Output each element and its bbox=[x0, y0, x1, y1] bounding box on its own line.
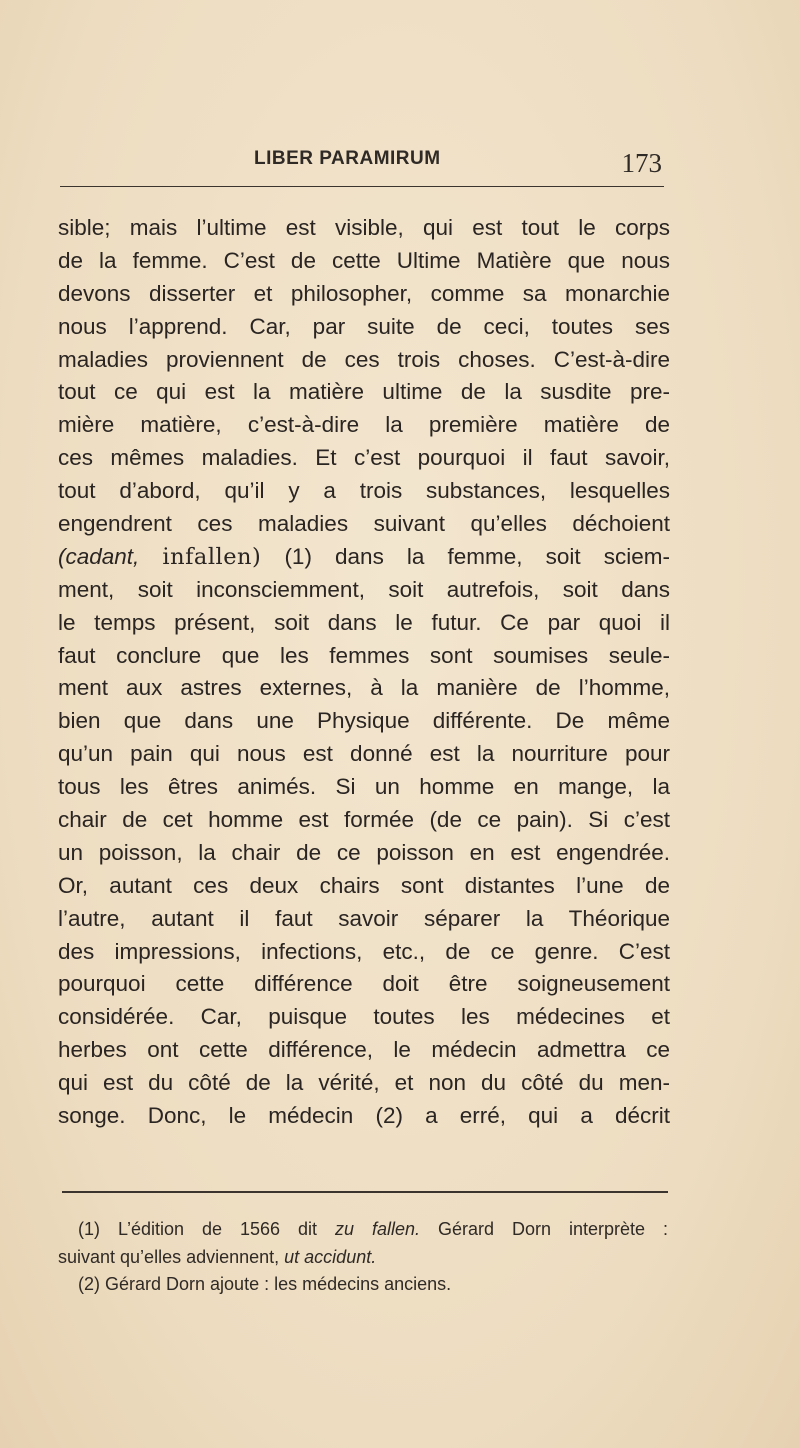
body-line: mière matière, c’est-à-dire la première matière de bbox=[58, 412, 670, 438]
body-line: l’autre, autant il faut savoir séparer la Théorique bbox=[58, 905, 670, 931]
footnote-1-text-rest: Gérard Dorn interprète : bbox=[420, 1219, 669, 1239]
header-rule bbox=[60, 186, 664, 187]
latin-term: (cadant, bbox=[58, 543, 140, 569]
footnote-1-continuation bbox=[58, 1244, 668, 1272]
page-header bbox=[58, 148, 666, 188]
body-line: tout d’abord, qu’il y a trois substances, lesquelles bbox=[58, 478, 670, 504]
body-line: chair de cet homme est formée (de ce pain). Si c’est bbox=[58, 807, 670, 833]
body-line: nous l’apprend. Car, par suite de ceci, toutes ses bbox=[58, 313, 670, 339]
body-line: ces mêmes maladies. Et c’est pourquoi il faut savoir, bbox=[58, 445, 670, 471]
page-number: 173 bbox=[621, 148, 662, 178]
body-line: songe. Donc, le médecin (2) a erré, qui a décrit bbox=[58, 1103, 670, 1129]
german-term-fraktur: infallen) bbox=[162, 543, 262, 570]
body-line: des impressions, infections, etc., de ce genre. C’est bbox=[58, 938, 670, 964]
footnote-2: (2) Gérard Dorn ajoute : les médecins anciens. bbox=[78, 1274, 452, 1294]
footnote-1-latin: ut accidunt. bbox=[284, 1246, 377, 1267]
body-line: engendrent ces maladies suivant qu’elles déchoient bbox=[58, 511, 670, 537]
body-line: un poisson, la chair de ce poisson en est engendrée. bbox=[58, 839, 670, 865]
footnote-1-text-2: suivant qu’elles adviennent, bbox=[58, 1246, 285, 1267]
body-line: tout ce qui est la matière ultime de la susdite pre- bbox=[58, 379, 670, 405]
footnote-1-text: (1) L’édition de 1566 dit bbox=[78, 1219, 335, 1239]
body-line: maladies proviennent de ces trois choses. C’est-à-dire bbox=[58, 346, 670, 372]
body-line: ment, soit inconsciemment, soit autrefois, soit dans bbox=[58, 576, 670, 602]
body-text bbox=[58, 212, 670, 1133]
body-line: qui est du côté de la vérité, et non du côté du men- bbox=[58, 1070, 670, 1096]
footnote-1-quote: zu fallen. bbox=[335, 1219, 421, 1239]
body-line: le temps présent, soit dans le futur. Ce par quoi il bbox=[58, 609, 670, 635]
body-line: Or, autant ces deux chairs sont distantes l’une de bbox=[58, 872, 670, 898]
body-line: considérée. Car, puisque toutes les médecines et bbox=[58, 1004, 670, 1030]
body-line: sible; mais l’ultime est visible, qui est tout le corps bbox=[58, 215, 670, 240]
body-line: devons disserter et philosopher, comme sa monarchie bbox=[58, 280, 670, 306]
footnote-rule bbox=[62, 1191, 668, 1193]
body-line: ment aux astres externes, à la manière de l’homme, bbox=[58, 675, 670, 701]
body-line: tous les êtres animés. Si un homme en mange, la bbox=[58, 774, 670, 800]
footnotes bbox=[58, 1216, 669, 1299]
body-line: bien que dans une Physique différente. De même bbox=[58, 708, 670, 734]
footnote-1 bbox=[78, 1216, 668, 1244]
line-rest: (1) dans la femme, soit sciem- bbox=[284, 543, 670, 569]
body-line: de la femme. C’est de cette Ultime Matière que nous bbox=[58, 247, 670, 273]
body-line: qu’un pain qui nous est donné est la nourriture pour bbox=[58, 741, 670, 767]
running-title: LIBER PARAMIRUM bbox=[254, 148, 441, 169]
body-line: faut conclure que les femmes sont soumises seule- bbox=[58, 642, 670, 668]
body-line: herbes ont cette différence, le médecin admettra ce bbox=[58, 1037, 670, 1063]
body-line-mixed bbox=[58, 541, 670, 574]
body-line: pourquoi cette différence doit être soigneusement bbox=[58, 971, 670, 997]
